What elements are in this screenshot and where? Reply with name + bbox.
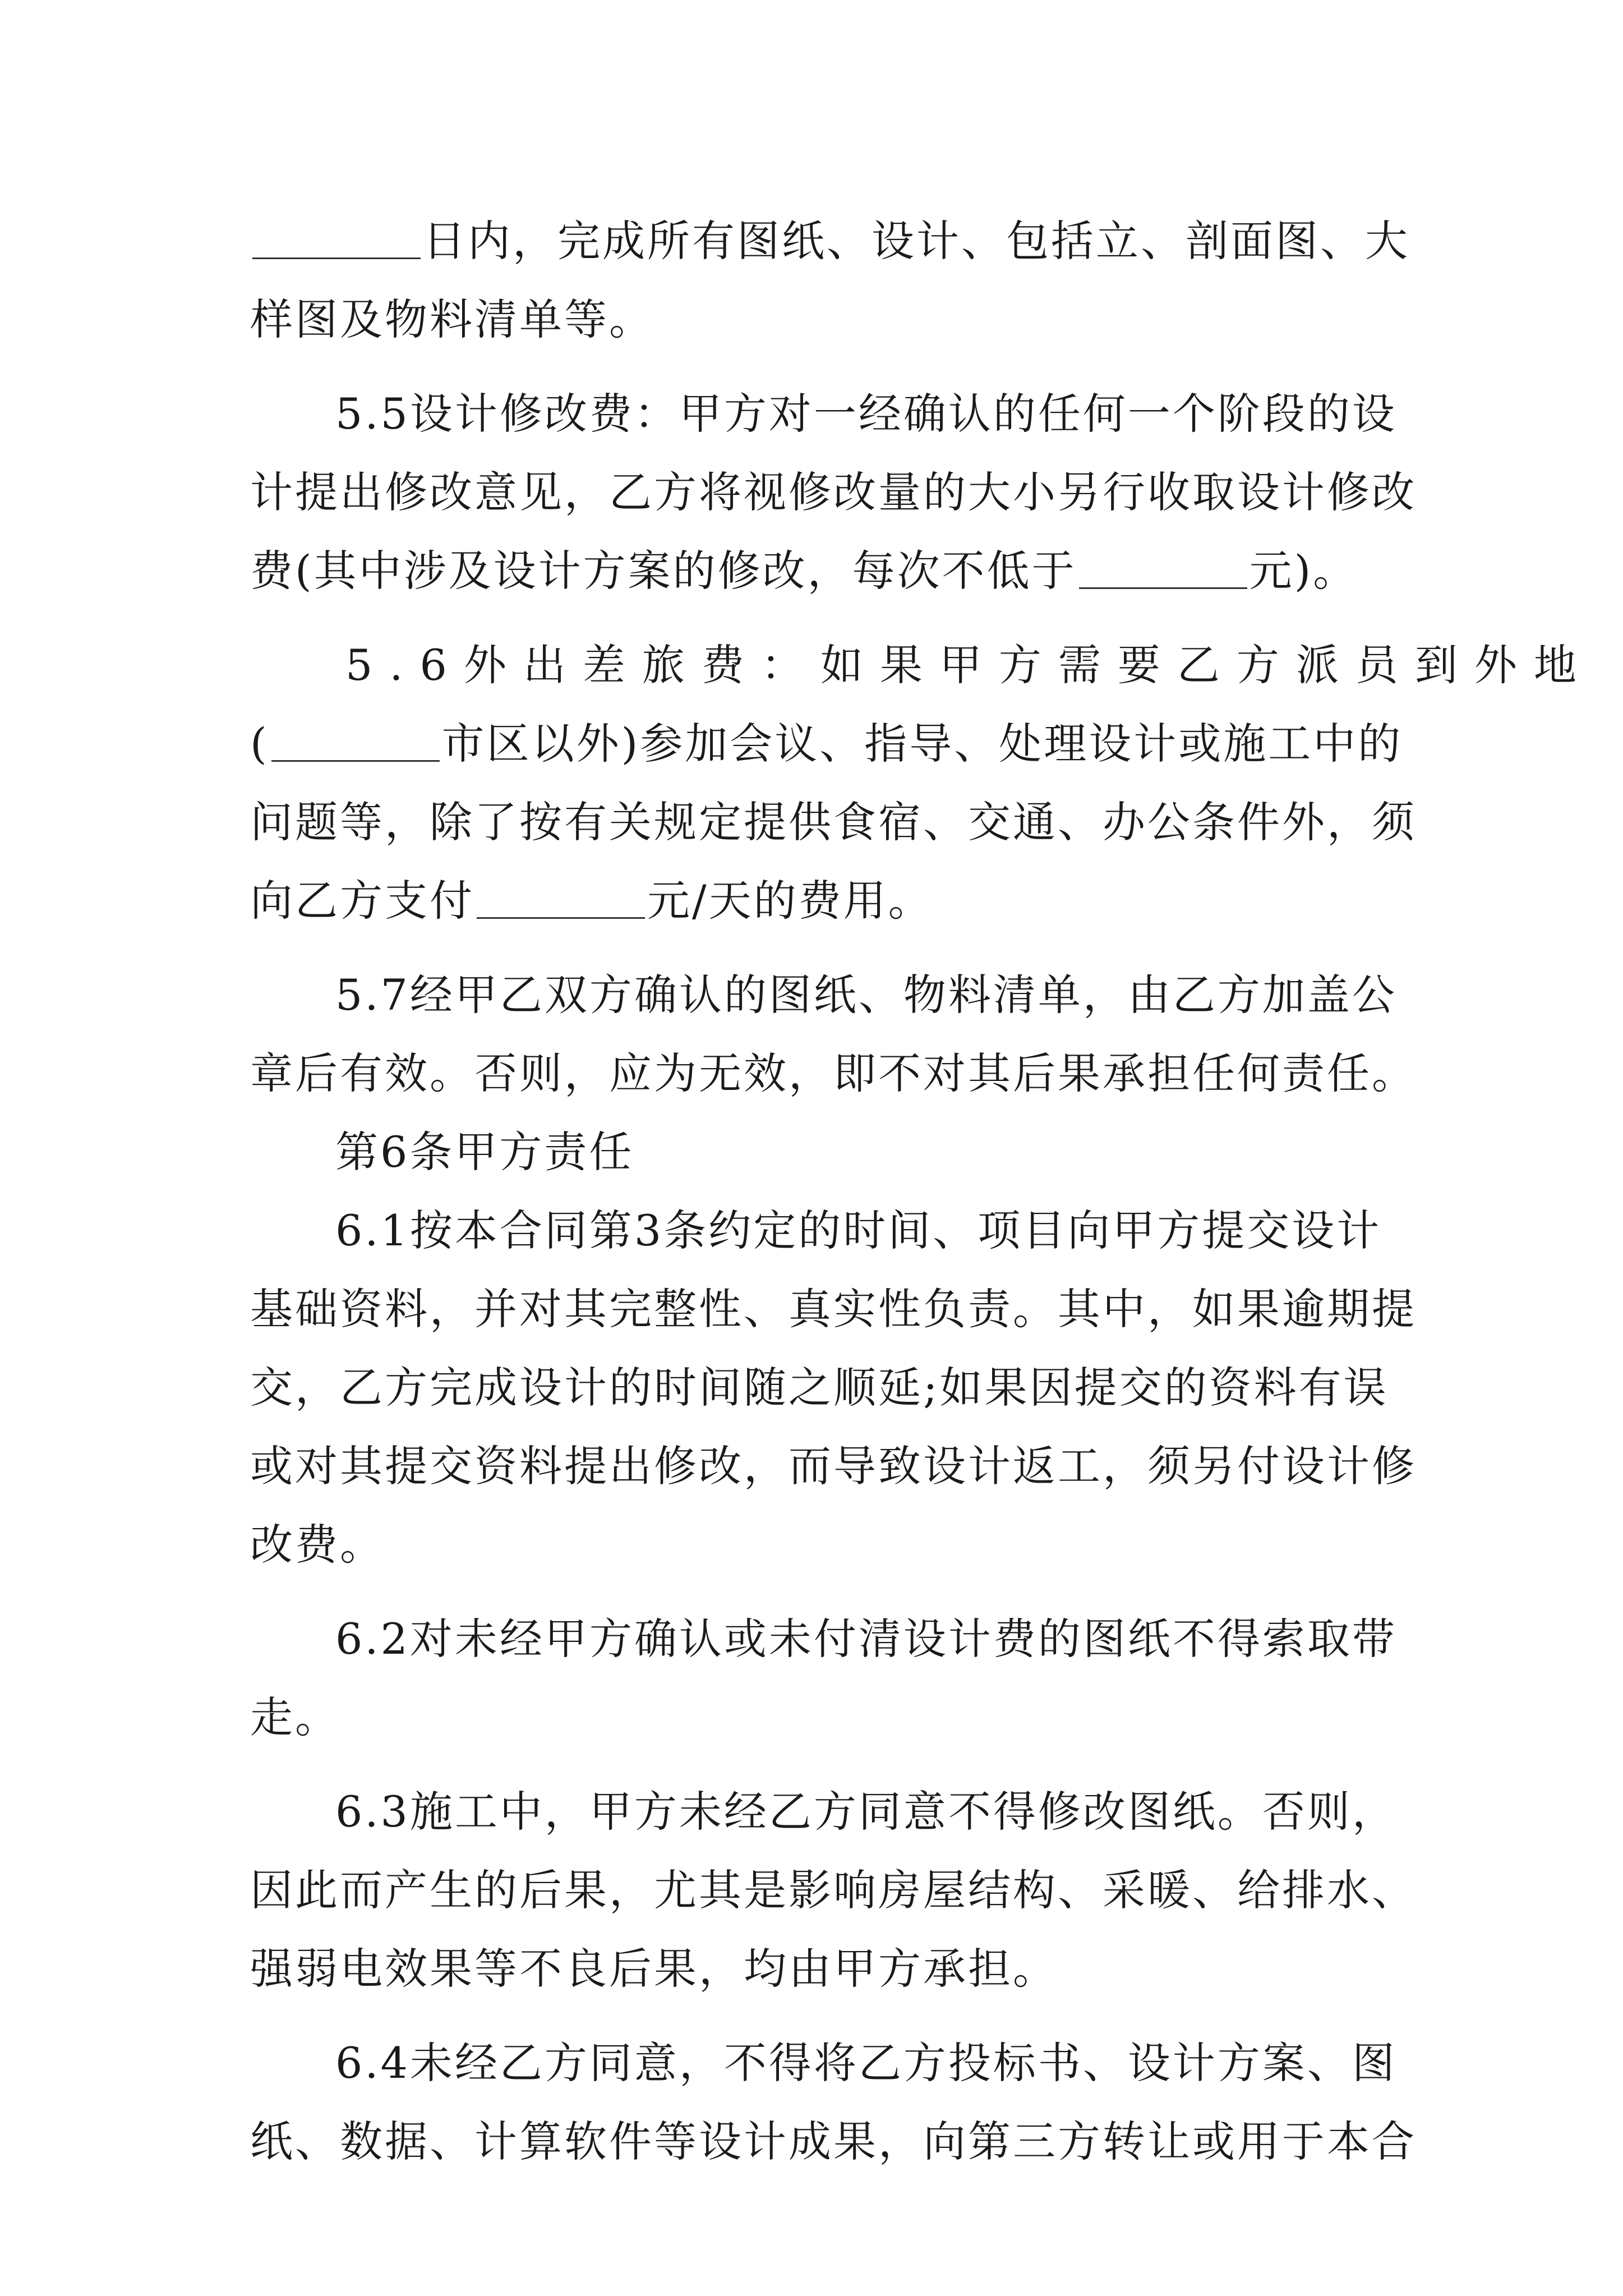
clause-6-3: 6.3施工中，甲方未经乙方同意不得修改图纸。否则， [335, 1787, 1397, 1837]
text-line: ( 市区以外)参加会议、指导、处理设计或施工中的 [250, 719, 1403, 769]
clause-6-4: 6.4未经乙方同意，不得将乙方投标书、设计方案、图 [335, 2038, 1397, 2088]
text-line: 纸、数据、计算软件等设计成果，向第三方转让或用于本合 [250, 2116, 1417, 2166]
text-line: 向乙方支付 元/天的费用。 [250, 876, 933, 926]
clause-5-6: 5.6外出差旅费：如果甲方需要乙方派员到外地 [345, 640, 1593, 690]
text-line: 基础资料，并对其完整性、真实性负责。其中，如果逾期提 [250, 1284, 1417, 1334]
text-line: 日内，完成所有图纸、设计、包括立、剖面图、大 [250, 202, 1394, 280]
text-line: 交，乙方完成设计的时间随之顺延;如果因提交的资料有误 [250, 1363, 1389, 1412]
text-line: 或对其提交资料提出修改，而导致设计返工，须另付设计修 [250, 1441, 1417, 1491]
text-line: 改费。 [250, 1520, 385, 1570]
text-line: 走。 [250, 1692, 340, 1742]
text-line: 费(其中涉及设计方案的修改，每次不低于 元)。 [250, 546, 1358, 596]
clause-6-1: 6.1按本合同第3条约定的时间、项目向甲方提交设计 [335, 1205, 1382, 1255]
text-line: 章后有效。否则，应为无效，即不对其后果承担任何责任。 [250, 1048, 1417, 1098]
text-line: 强弱电效果等不良后果，均由甲方承担。 [250, 1944, 1058, 1994]
text-line: 样图及物料清单等。 [250, 295, 654, 344]
fill-in-blank [477, 878, 645, 919]
text-line: 问题等，除了按有关规定提供食宿、交通、办公条件外，须 [250, 797, 1417, 847]
section-heading-article-6: 第6条甲方责任 [335, 1127, 634, 1177]
text-line: 因此而产生的后果，尤其是影响房屋结构、采暖、给排水、 [250, 1865, 1417, 1915]
document-body [250, 202, 1593, 2181]
text-line: 计提出修改意见，乙方将视修改量的大小另行收取设计修改 [250, 467, 1417, 517]
fill-in-blank [271, 721, 440, 762]
clause-5-7: 5.7经甲乙双方确认的图纸、物料清单，由乙方加盖公 [335, 970, 1397, 1020]
clause-6-2: 6.2对未经甲方确认或未付清设计费的图纸不得索取带 [335, 1614, 1397, 1664]
clause-5-5: 5.5设计修改费：甲方对一经确认的任何一个阶段的设 [335, 389, 1397, 439]
fill-in-blank [1079, 548, 1247, 589]
fill-in-blank [252, 218, 421, 259]
